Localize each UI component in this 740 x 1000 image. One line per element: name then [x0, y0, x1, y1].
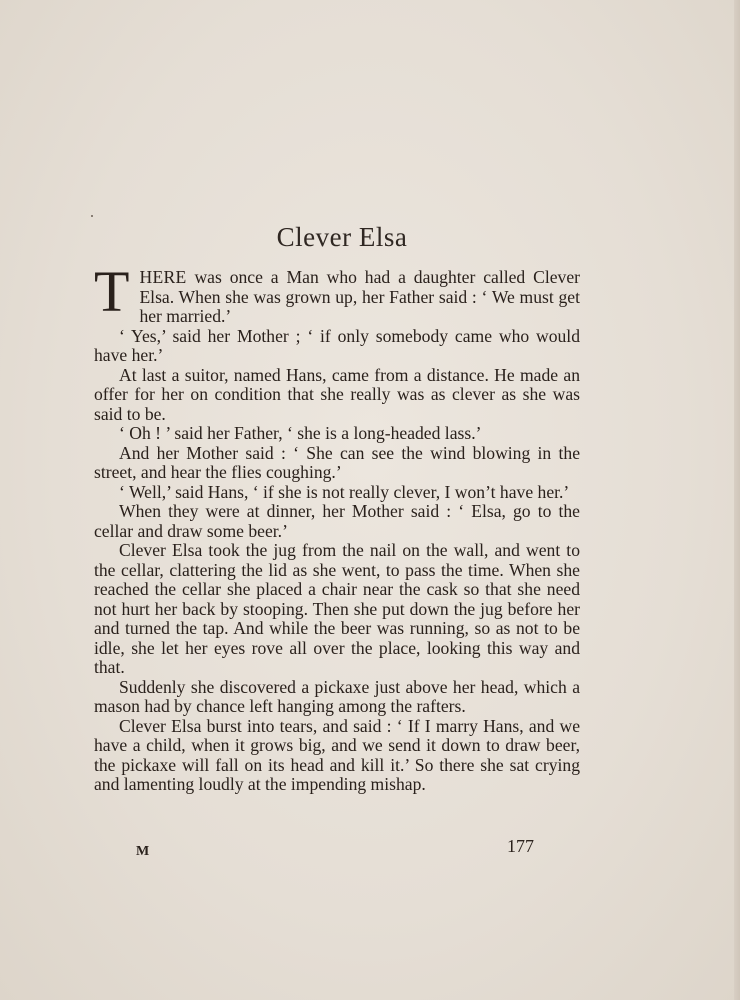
- paragraph-7: When they were at dinner, her Mother said : ‘ Elsa, go to the cellar and draw some beer.’: [94, 501, 580, 541]
- paragraph-4: ‘ Oh ! ’ said her Father, ‘ she is a long-headed lass.’: [119, 423, 482, 443]
- story-title: Clever Elsa: [276, 222, 408, 252]
- paragraph-1: [94, 259, 580, 327]
- paragraph-9: Suddenly she discovered a pickaxe just above her head, which a mason had by chance left hanging among the rafters.: [94, 676, 580, 716]
- paragraph-5: And her Mother said : ‘ She can see the wind blowing in the street, and hear the flies coughing.’: [94, 442, 580, 482]
- paragraph-3: At last a suitor, named Hans, came from a distance. He made an offer for her on condition that she really was as clever as she was said to be.: [94, 364, 580, 424]
- drop-cap: T: [94, 259, 130, 324]
- opening-word: HERE: [139, 267, 187, 287]
- page-edge: [734, 0, 740, 1000]
- paragraph-1-text: was once a Man who had a daughter called Clever Elsa. When she was grown up, her Father said : ‘ We must get her married.’: [139, 267, 580, 326]
- paragraph-10: Clever Elsa burst into tears, and said : ‘ If I marry Hans, and we have a child, when it grows big, and we send it down to draw beer, the pickaxe will fall on its head and kill it.’ So there she sat crying and lamenting loudly at the impending mishap.: [94, 715, 580, 794]
- page-number: 177: [507, 836, 534, 856]
- paragraph-8: Clever Elsa took the jug from the nail on the wall, and went to the cellar, clattering the lid as she went, to pass the time. When she reached the cellar she placed a chair near the cask so that she need not hurt her back by stooping. Then she put down the jug before her and turned the tap. And while the beer was running, so as not to be idle, she let her eyes rove all over the place, looking this way and that.: [94, 540, 580, 677]
- story-text: [94, 259, 580, 795]
- paragraph-2: ‘ Yes,’ said her Mother ; ‘ if only somebody came who would have her.’: [94, 325, 580, 365]
- paper-speck: [91, 215, 93, 217]
- paragraph-6: ‘ Well,’ said Hans, ‘ if she is not really clever, I won’t have her.’: [119, 481, 570, 502]
- signature-mark: M: [136, 844, 150, 859]
